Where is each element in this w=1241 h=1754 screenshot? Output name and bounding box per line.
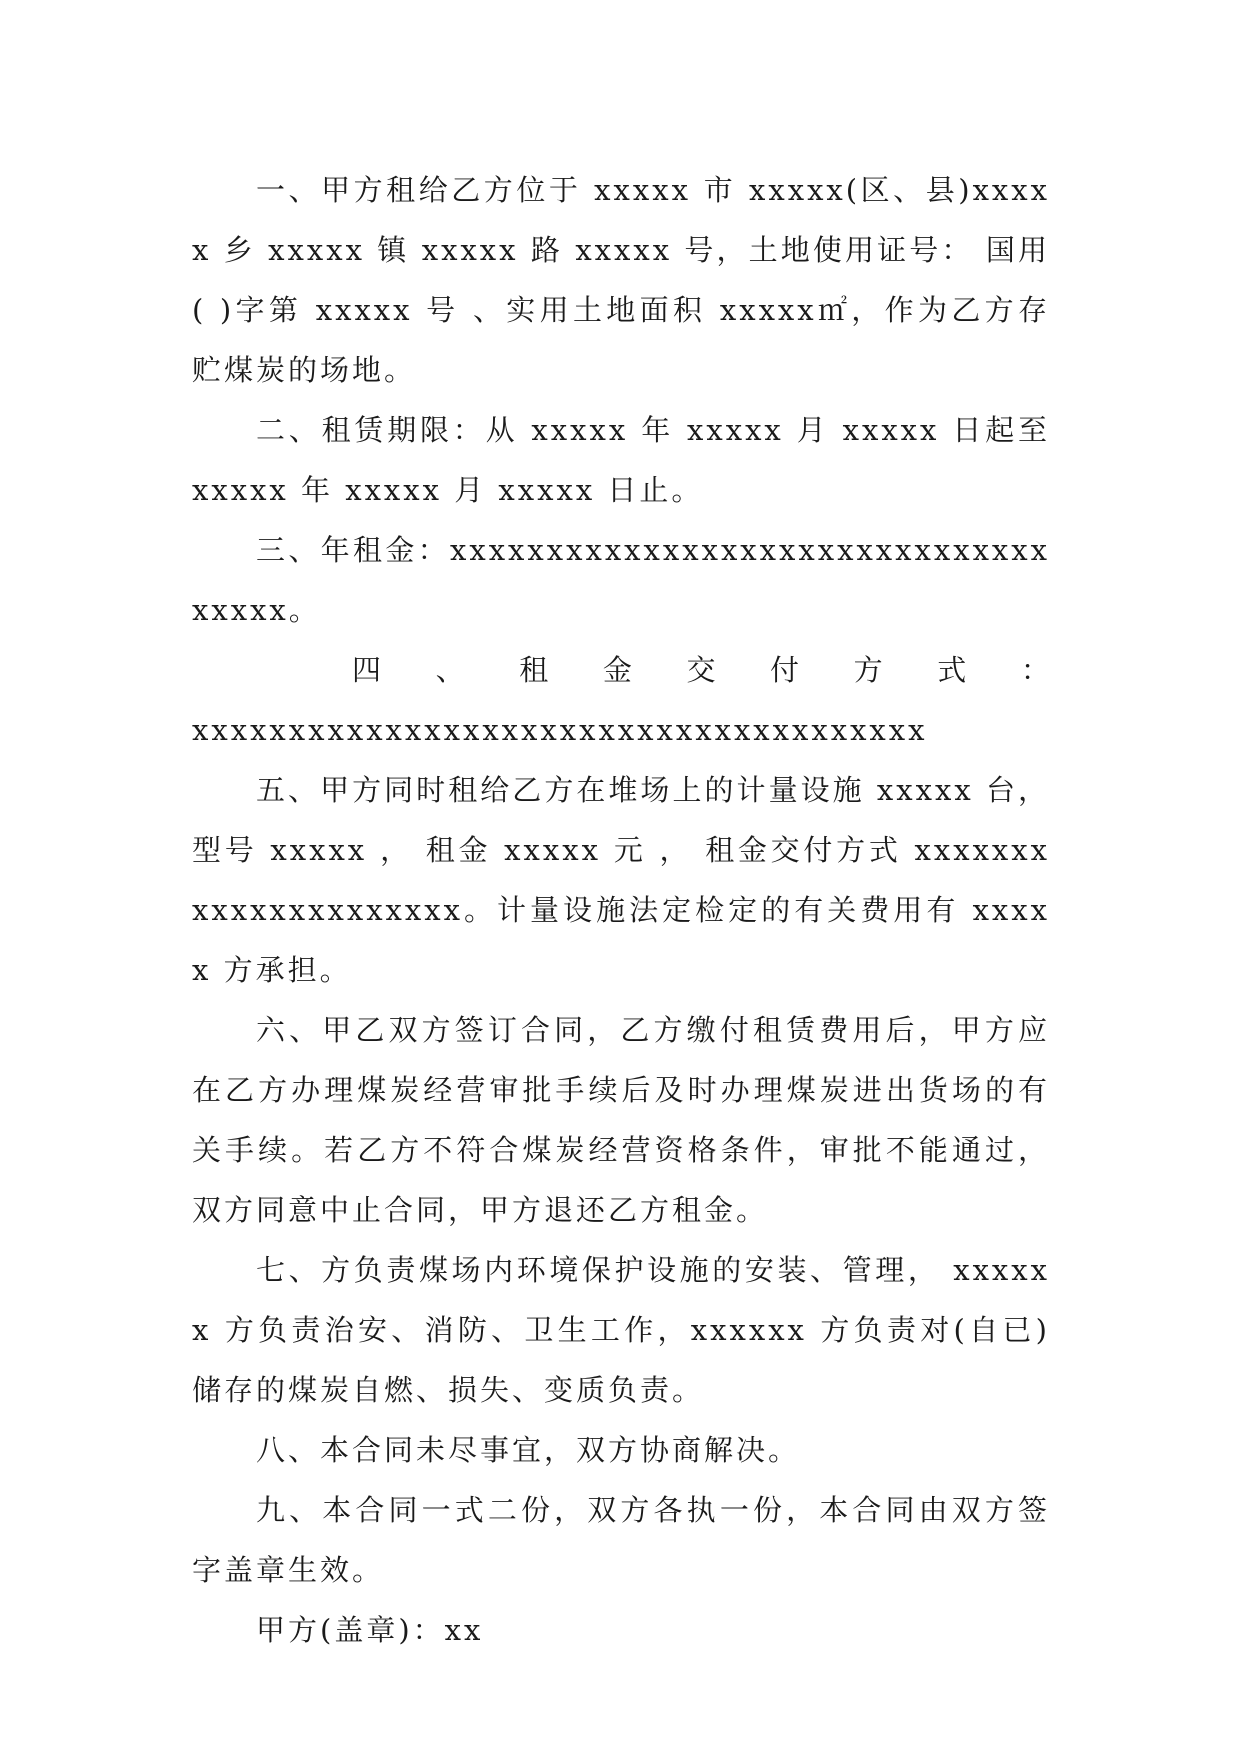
- document-body: [192, 160, 1050, 1660]
- clause-5-paragraph: 五、甲方同时租给乙方在堆场上的计量设施 xxxxx 台，型号 xxxxx ， 租金 xxxxx 元 ， 租金交付方式 xxxxxxxxxxxxxxxxxxxxx。计量设施法定检定的有关费用有 xxxxx 方承担。: [192, 773, 1050, 987]
- clause-4-label-char: 金: [602, 653, 632, 687]
- clause-4-label-char: 方: [853, 653, 883, 687]
- clause-4-label-char: 、: [435, 653, 465, 687]
- clause-4-label-char: 付: [770, 653, 800, 687]
- clause-6-paragraph: 六、甲乙双方签订合同，乙方缴付租赁费用后，甲方应在乙方办理煤炭经营审批手续后及时办理煤炭进出货场的有关手续。若乙方不符合煤炭经营资格条件，审批不能通过，双方同意中止合同，甲方退还乙方租金。: [192, 1013, 1050, 1227]
- clause-4-label-char: ：: [1020, 653, 1050, 687]
- clause-3-paragraph: 三、年租金：xxxxxxxxxxxxxxxxxxxxxxxxxxxxxxxxxxxx。: [192, 533, 1050, 627]
- party-a-signature-line: 甲方(盖章)：xx: [256, 1613, 484, 1647]
- clause-9-paragraph: 九、本合同一式二份，双方各执一份，本合同由双方签字盖章生效。: [192, 1493, 1050, 1587]
- clause-4-label: [192, 640, 1050, 700]
- clause-4-label-char: 租: [519, 653, 549, 687]
- clause-4-label-char: 四: [352, 653, 382, 687]
- clause-8-paragraph: 八、本合同未尽事宜，双方协商解决。: [256, 1433, 801, 1467]
- clause-4-value: xxxxxxxxxxxxxxxxxxxxxxxxxxxxxxxxxxxxxx: [192, 713, 928, 747]
- clause-2-paragraph: 二、租赁期限：从 xxxxx 年 xxxxx 月 xxxxx 日起至 xxxxx 年 xxxxx 月 xxxxx 日止。: [192, 413, 1050, 507]
- clause-4-label-char: 式: [937, 653, 967, 687]
- clause-1-paragraph: 一、甲方租给乙方位于 xxxxx 市 xxxxx(区、县)xxxxx 乡 xxxxx 镇 xxxxx 路 xxxxx 号，土地使用证号： 国用( )字第 xxxxx 号 、实用土地面积 xxxxx㎡，作为乙方存贮煤炭的场地。: [192, 173, 1050, 387]
- clause-7-paragraph: 七、方负责煤场内环境保护设施的安装、管理， xxxxxx 方负责治安、消防、卫生工作，xxxxxx 方负责对(自已)储存的煤炭自燃、损失、变质负责。: [192, 1253, 1050, 1407]
- clause-4-label-char: 交: [686, 653, 716, 687]
